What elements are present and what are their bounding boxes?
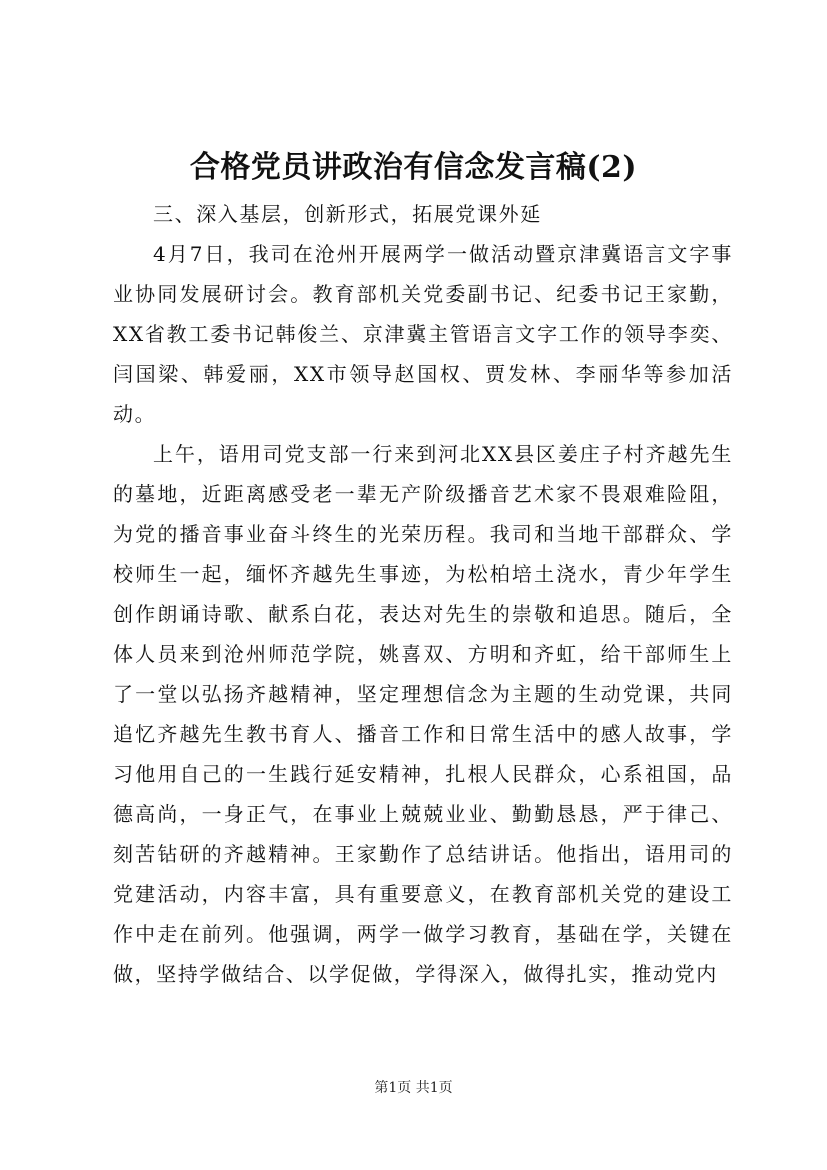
document-title: 合格党员讲政治有信念发言稿(2) (189, 150, 638, 185)
paragraph: 上午，语用司党支部一行来到河北XX县区姜庄子村齐越先生的墓地，近距离感受老一辈无产阶级播音艺术家不畏艰难险阻，为党的播音事业奋斗终生的光荣历程。我司和当地干部群众、学校师生一起，缅怀齐越先生事迹，为松柏培土浇水，青少年学生创作朗诵诗歌、献系白花，表达对先生的崇敬和追思。随后，全体人员来到沧州师范学院，姚喜双、方明和齐虹，给干部师生上了一堂以弘扬齐越精神，坚定理想信念为主题的生动党课，共同追忆齐越先生教书育人、播音工作和日常生活中的感人故事，学习他用自己的一生践行延安精神，扎根人民群众，心系祖国，品德高尚，一身正气，在事业上兢兢业业、勤勤恳恳，严于律己、刻苦钻研的齐越精神。王家勤作了总结讲话。他指出，语用司的党建活动，内容丰富，具有重要意义，在教育部机关党的建设工作中走在前列。他强调，两学一做学习教育，基础在学，关键在做，坚持学做结合、以学促做，学得深入，做得扎实，推动党内 (113, 442, 733, 986)
document-body (113, 194, 733, 994)
section-heading: 三、深入基层，创新形式，拓展党课外延 (153, 202, 542, 226)
paragraph: 4月7日，我司在沧州开展两学一做活动暨京津冀语言文字事业协同发展研讨会。教育部机关党委副书记、纪委书记王家勤，XX省教工委书记韩俊兰、京津冀主管语言文字工作的领导李奕、闫国梁、韩爱丽，XX市领导赵国权、贾发林、李丽华等参加活动。 (113, 242, 733, 426)
page-footer: 第1页 共1页 (374, 1080, 453, 1096)
